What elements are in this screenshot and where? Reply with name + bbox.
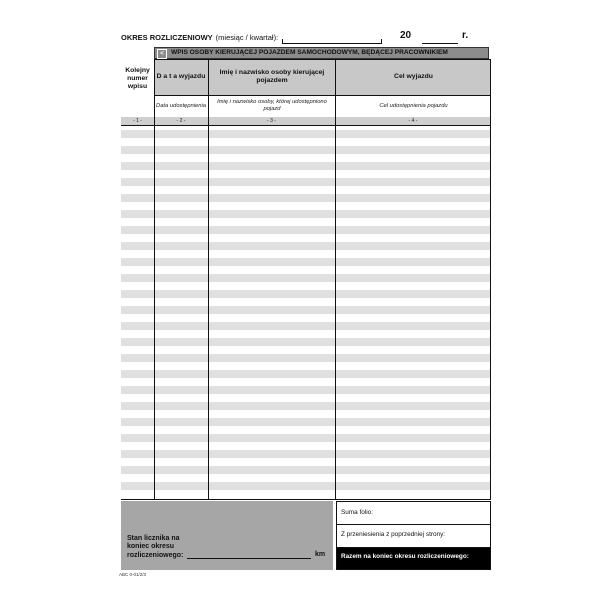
- year-input-line[interactable]: [422, 43, 458, 44]
- odometer-label-line-3: rozliczeniowego:: [127, 551, 184, 559]
- km-unit: km: [315, 551, 326, 558]
- carry-over-field[interactable]: Z przeniesienia z poprzedniej strony:: [341, 531, 446, 538]
- entry-row-stripe: [121, 210, 491, 218]
- form-code: ABC 0-01/2/3: [119, 572, 147, 577]
- entry-row-stripe: [121, 322, 491, 330]
- odometer-box: [121, 501, 333, 570]
- header-departure-date: D a t a wyjazdu: [156, 73, 206, 80]
- header-driver-name: Imię i nazwisko osoby kierującej pojazdem: [219, 69, 325, 84]
- entry-row-stripe: [121, 178, 491, 186]
- column-number-4: - 4 -: [408, 118, 418, 124]
- odometer-label: [127, 535, 183, 560]
- banner-text: WPIS OSOBY KIERUJĄCEJ POJAZDEM SAMOCHODOWYM, BĘDĄCEJ PRACOWNIKIEM: [171, 49, 448, 56]
- subheader-release-purpose: Cel udostępnienia pojazdu: [379, 102, 448, 109]
- entry-row-stripe: [121, 338, 491, 346]
- entry-row-stripe: [121, 370, 491, 378]
- entry-row-stripe: [121, 194, 491, 202]
- entry-row-stripe: [121, 258, 491, 266]
- section-banner: [154, 47, 489, 59]
- subheader-released-to: Imię i nazwisko osoby, której udostępniono pojazd: [217, 99, 327, 112]
- rule: [154, 95, 491, 96]
- sum-page-field[interactable]: Suma folio:: [341, 509, 373, 516]
- entry-row-stripe: [121, 274, 491, 282]
- period-hint: (miesiąc / kwartał):: [215, 33, 279, 42]
- rule: [154, 59, 491, 60]
- odometer-label-line-1: Stan licznika na: [127, 535, 180, 542]
- entry-row-stripe: [121, 386, 491, 394]
- entry-row-stripe: [121, 434, 491, 442]
- header-trip-purpose: Cel wyjazdu: [394, 73, 433, 80]
- entry-row-stripe: [121, 162, 491, 170]
- rule: [121, 125, 491, 126]
- year-suffix: r.: [462, 30, 469, 41]
- rule: [337, 524, 490, 525]
- entry-row-stripe: [121, 130, 491, 138]
- accounting-period-title: [121, 33, 278, 42]
- entry-row-stripe: [121, 242, 491, 250]
- entry-row-stripe: [121, 146, 491, 154]
- totals-box: [336, 501, 491, 570]
- entry-row-stripe: [121, 466, 491, 474]
- year-prefix: 20: [400, 30, 412, 41]
- header-entry-number: Kolejny numer wpisu: [125, 67, 150, 90]
- column-number-1: - 1 -: [133, 118, 142, 124]
- period-total-field[interactable]: Razem na koniec okresu rozliczeniowego:: [337, 548, 490, 569]
- entry-row-stripe: [121, 418, 491, 426]
- column-number-3: - 3 -: [267, 118, 276, 124]
- period-title-text: OKRES ROZLICZENIOWY: [121, 33, 213, 42]
- entry-row-stripe: [121, 450, 491, 458]
- rule: [208, 59, 209, 499]
- period-input-line[interactable]: [282, 43, 382, 44]
- left-arrow-icon: <: [157, 49, 167, 59]
- rule: [154, 59, 155, 499]
- rule: [335, 59, 336, 499]
- entry-row-stripe: [121, 306, 491, 314]
- entry-row-stripe: [121, 290, 491, 298]
- subheader-release-date: Data udostępnienia: [156, 102, 206, 109]
- rule: [490, 59, 491, 499]
- entry-row-stripe: [121, 354, 491, 362]
- entry-row-stripe: [121, 482, 491, 490]
- odometer-label-line-2: koniec okresu: [127, 543, 175, 551]
- column-number-row: [121, 117, 491, 125]
- entry-row-stripe: [121, 226, 491, 234]
- entry-row-stripe: [121, 402, 491, 410]
- rule: [121, 499, 491, 500]
- column-number-2: - 2 -: [176, 118, 186, 124]
- odometer-input-line[interactable]: [187, 558, 311, 559]
